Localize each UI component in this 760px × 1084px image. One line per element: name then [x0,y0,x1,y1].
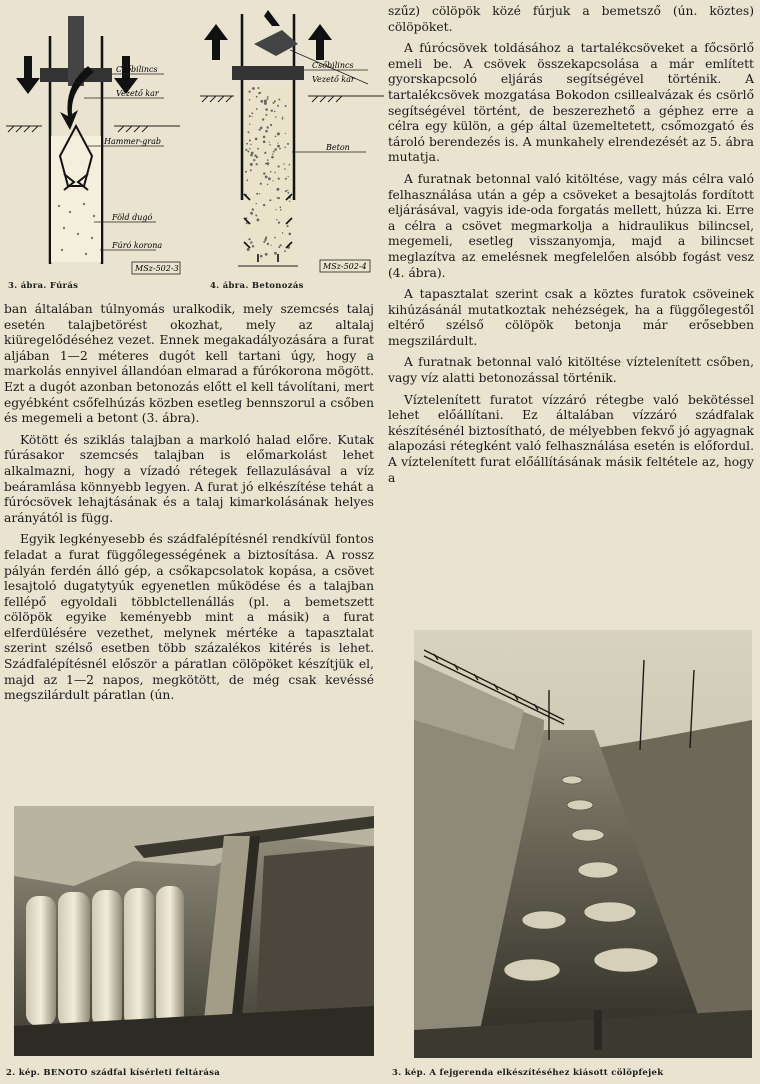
left-paragraph-3: Egyik legkényesebb és szádfalépítésnél rendkívül fontos feladat a furat függőlegességének a biztosítása. A rossz pályán ferdén álló gép, a csőkapcsolatok kopása, a csövet lesajtoló dugatytyúk egyenetlen működése és a talajban fellépő egyoldali többlctellenállás (pl. a bemetszett cölöpök egyike keményebb mint a másik) a furat elferdülésére vezethet, melynek mértéke a tapasztalat szerint szélső esetben több százalékos kitérés is lehet. Szádfalépítésnél először a páratlan cölöpöket készítjük el, majd az 1—2 napos, megkötött, de még csak kevéssé megszilárdult páratlan (ún. [4,532,374,703]
right-paragraph-1: szűz) cölöpök közé fúrjuk a bemetsző (ún. köztes) cölöpöket. [388,4,754,34]
right-paragraph-3: A furatnak betonnal való kitöltése, vagy más célra való felhasználása után a gép a csöveket a besajtolás fordított eljárásával, vagyis ide-oda forgatás mellett, húzza ki. Erre a célra a csövet megmarkolja a hidraulikus bilincsel, megemeli, esetleg visszanyomja, majd a bilincset meglazítva az emelésnek megfelelően alsóbb fogást vesz (4. ábra). [388,171,754,280]
right-text-column [388,4,754,492]
photo-left-caption: 2. kép. BENOTO szádfal kísérleti feltárása [6,1068,221,1078]
right-paragraph-5: A furatnak betonnal való kitöltése víztelenített csőben, vagy víz alatti betonozással történik. [388,355,754,386]
fig3-stamp: MSz-502-3 [135,264,179,273]
fig4-label-concrete: Beton [326,143,350,152]
fig3-label-clamp: Csőbilincs [116,65,158,74]
figure-4-caption: 4. ábra. Betonozás [210,281,304,291]
fig4-stamp: MSz-502-4 [323,262,367,271]
right-paragraph-2: A fúrócsövek toldásához a tartalékcsöveket a főcsörlő emeli be. A csövek összekapcsolása a már említett gyorskapcsoló eljárás segítségével történik. A tartalékcsövek mozgatása Bokodon csillealvázak és csörlő segítségével történt, de beszerezhető a géphez erre a célra egy külön, a gép által üzemeltetett, csőmozgató és tároló berendezés is. A munkahely elrendezését az 5. ábra mutatja. [388,41,754,165]
fig3-label-plug: Föld dugó [112,213,153,222]
fig4-label-arm: Vezető kar [312,75,355,84]
right-paragraph-6: Víztelenített furatot vízzáró rétegbe való bekötéssel lehet előállítani. Ez általában vízzáró szádfalak készítésénél biztosítható, de mélyebben fekvő jó agyagnak alapozási rétegként való felhasználása esetén is előfordul. A víztelenített furat előállításának másik feltétele az, hogy a [388,392,754,485]
fig3-label-arm: Vezető kar [116,89,159,98]
photo-benoto-wall [14,806,374,1056]
figure-3-caption: 3. ábra. Fúrás [8,281,79,291]
right-paragraph-4: A tapasztalat szerint csak a köztes furatok csöveinek kihúzásánál mutatkoztak nehézségek, ha a függőlegestől eltérő szélső cölöpök betonja már erősebben megszilárdult. [388,287,754,348]
fig4-label-clamp: Csőbilincs [312,61,354,70]
left-paragraph-2: Kötött és sziklás talajban a markoló halad előre. Kutak fúrásakor szemcsés talajban is előmarkolást lehet alkalmazni, hogy a vízadó rétegek fellazulásával a víz beáramlása könnyebb legyen. A furat jó elkészítése tehát a fúrócsövek lehajtásának és a talaj kimarkolásának helyes arányától is függ. [4,432,374,525]
photo-right-caption: 3. kép. A fejgerenda elkészítéséhez kiásott cölöpfejek [392,1068,664,1078]
left-text-column [4,302,374,710]
photo-pile-heads [414,630,752,1058]
figure-4-concreting-diagram [198,4,386,276]
fig3-label-grab: Hammer-grab [104,137,162,146]
left-paragraph-1: ban általában túlnyomás uralkodik, mely szemcsés talaj esetén talajbetörést okozhat, mely az altalaj kiüregelődéséhez vezet. Ennek megakadályozására a furat aljában 1—2 méteres dugót kell tartani úgy, hogy a markolás ennyivel állandóan elmarad a fúrókorona mögött. Ezt a dugót azonban betonozás előtt el kell távolítani, mert egyébként csőfelhúzás közben esetleg bennszorul a csőben és megemeli a betont (3. ábra). [4,302,374,426]
figure-3-drilling-diagram [4,6,184,276]
fig3-label-crown: Fúró korona [112,241,163,250]
